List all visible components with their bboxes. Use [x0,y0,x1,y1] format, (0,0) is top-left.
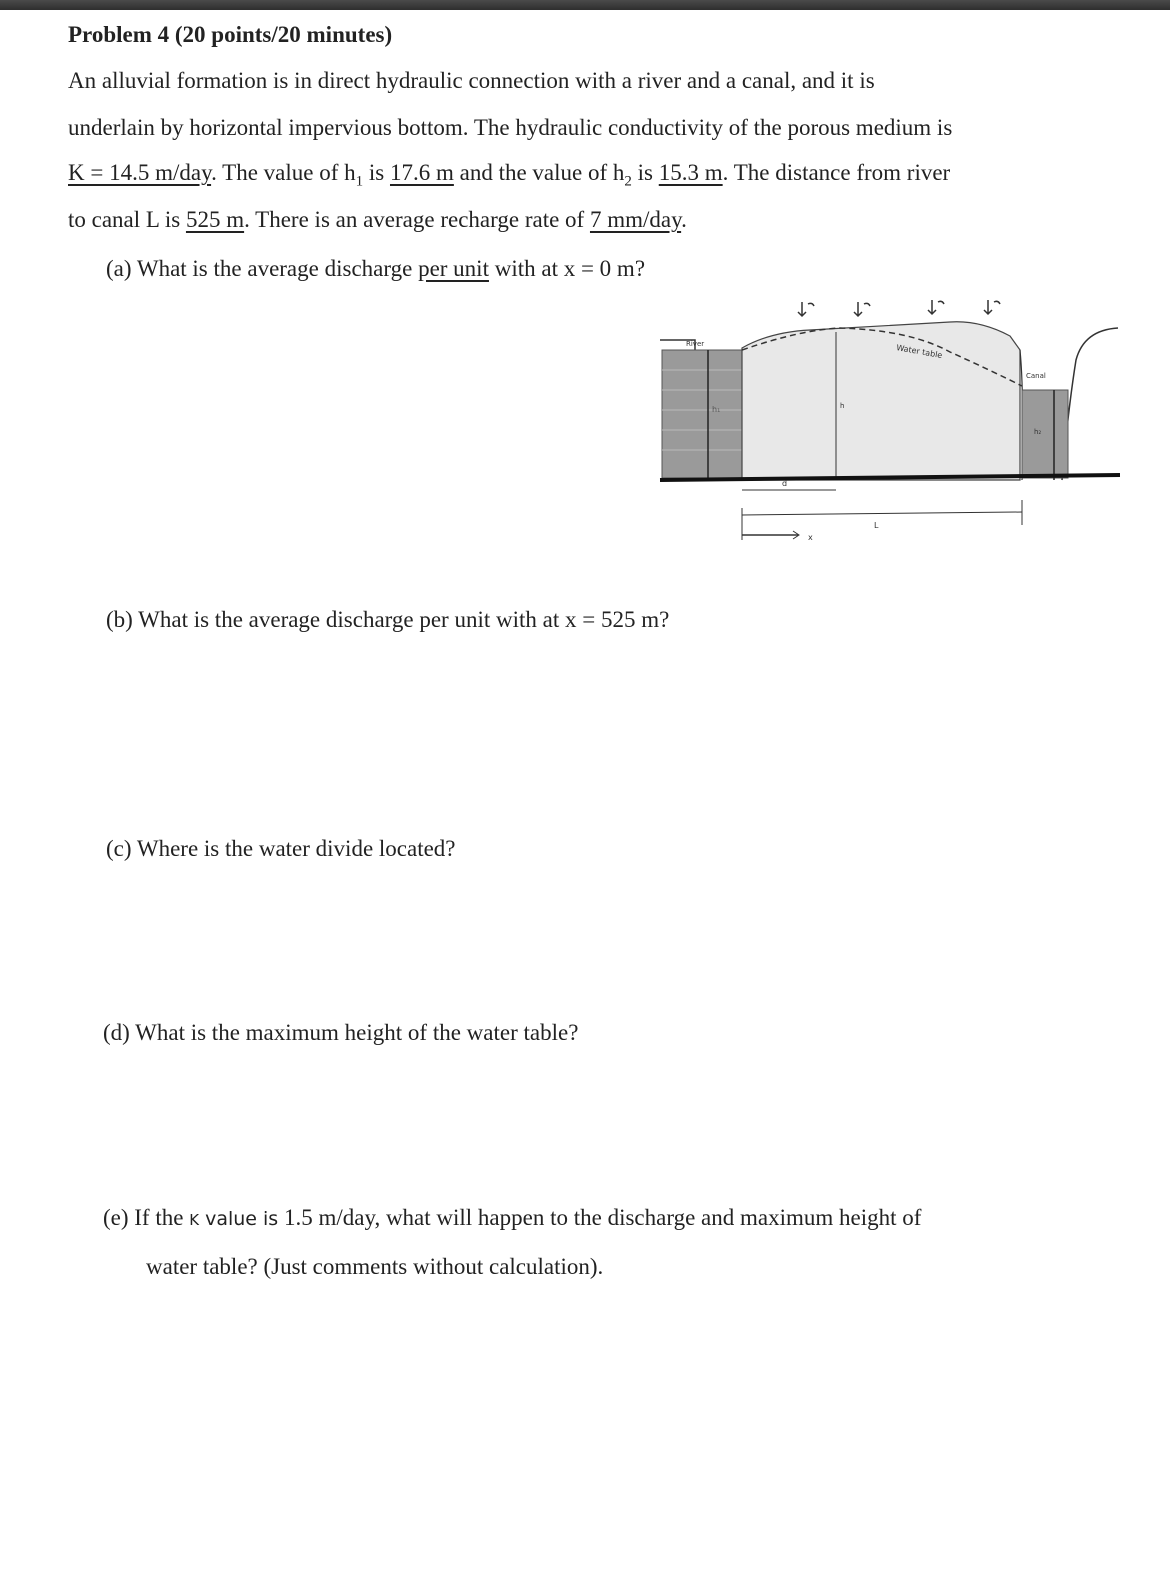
h2-label: h₂ [1034,428,1042,436]
intro-text: to canal L is [68,207,186,232]
question-text: (e) If the [103,1205,190,1230]
intro-text: and the value of h [453,160,625,185]
intro-line-1: An alluvial formation is in direct hydraulic connection with a river and a canal, and it is [68,68,875,93]
canal-water [1022,390,1068,478]
intro-text: . There is an average recharge rate of [244,207,590,232]
aquifer-diagram [650,290,1130,550]
question-a [106,256,645,282]
recharge-arrow [984,300,1000,314]
L-value: 525 m [185,207,245,232]
intro-line-4 [68,207,687,233]
scan-top-border [0,0,1170,10]
question-text: with at x = 0 m? [488,256,646,281]
intro-text: is [363,160,390,185]
L-label: L [874,521,879,530]
recharge-arrow [798,302,814,316]
L-dimension [742,512,1022,515]
river-water [662,350,742,478]
canal-right-bank [1062,328,1118,480]
river-label: River [686,340,705,348]
intro-text: . [681,207,687,232]
question-e-line-2: water table? (Just comments without calculation). [146,1254,604,1279]
h-label: h [840,402,845,410]
h1-label: h₁ [712,405,721,414]
per-unit-underlined: per unit [418,256,489,281]
recharge-arrow [928,300,944,314]
intro-text: is [631,160,659,185]
recharge-value: 7 mm/day [589,207,682,232]
recharge-arrow [854,302,870,316]
handwritten-value-is: value is [199,1208,279,1230]
h1-value: 17.6 m [389,160,454,185]
question-e [103,1205,921,1231]
intro-text: . The value of h [211,160,356,185]
intro-line-2: underlain by horizontal impervious bottom. The hydraulic conductivity of the porous medium is [68,115,953,140]
water-table-label: Water table [895,343,943,361]
h2-value: 15.3 m [658,160,723,185]
question-text: 1.5 m/day, what will happen to the discharge and maximum height of [278,1205,922,1230]
k-value: K = 14.5 m/day [68,160,212,185]
handwritten-k: K [189,1211,200,1229]
d-label: d [782,479,788,488]
aquifer-body [742,322,1020,480]
question-d: (d) What is the maximum height of the water table? [103,1020,579,1045]
subscript: 1 [355,173,364,190]
subscript: 2 [624,173,632,190]
question-text: (a) What is the average discharge [106,256,419,281]
question-c: (c) Where is the water divide located? [106,836,456,861]
x-label: x [808,533,813,542]
canal-label: Canal [1026,372,1046,380]
intro-text: . The distance from river [722,160,951,185]
intro-line-3 [68,160,950,191]
recharge-arrows [798,300,1000,316]
problem-title: Problem 4 (20 points/20 minutes) [68,22,393,47]
question-b: (b) What is the average discharge per unit with at x = 525 m? [106,607,670,632]
